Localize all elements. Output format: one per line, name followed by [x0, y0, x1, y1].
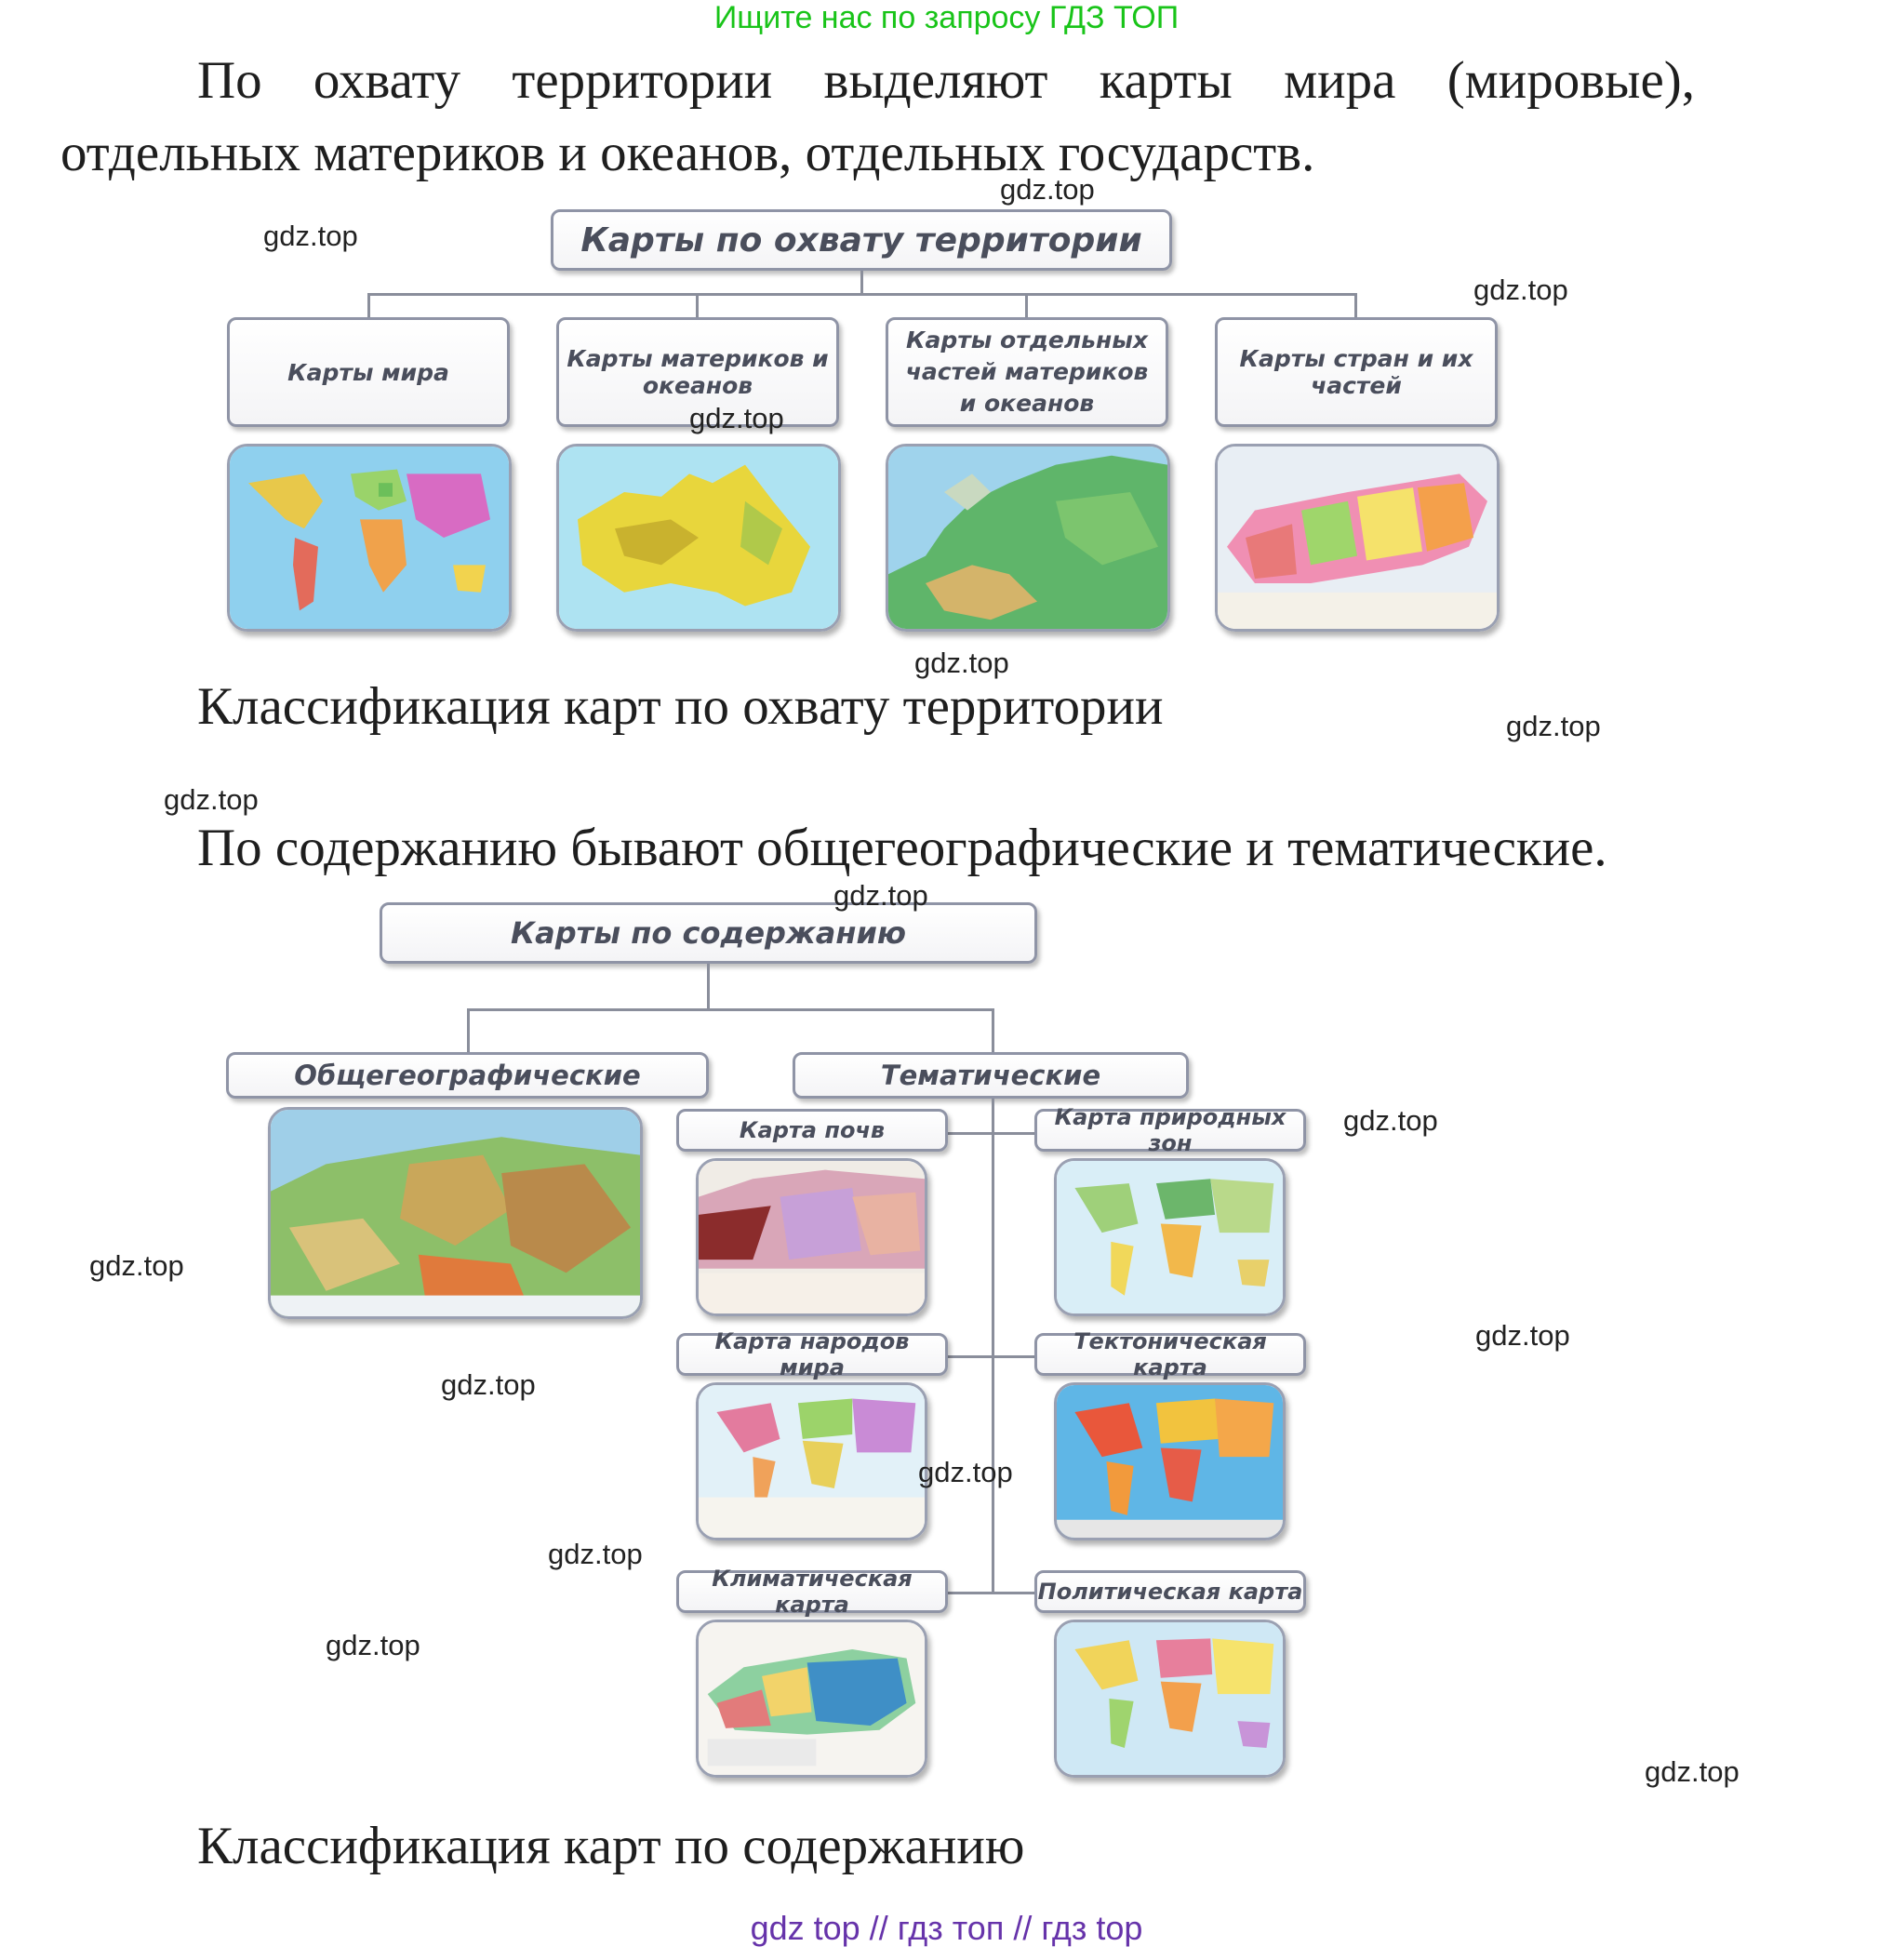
tectonic-map-image: [1054, 1382, 1286, 1540]
connector: [1354, 293, 1357, 319]
connector: [992, 1099, 994, 1592]
thematic-label: Тематические: [880, 1060, 1101, 1091]
paragraph1-line1: По охвату территории выделяют карты мира (мировые),: [197, 51, 1695, 110]
thematic-box: [793, 1052, 1189, 1099]
watermark: gdz.top: [833, 879, 928, 912]
watermark: gdz.top: [548, 1538, 643, 1570]
watermark: gdz.top: [689, 402, 784, 434]
connector: [467, 1008, 993, 1011]
russia-map-image: [1215, 444, 1500, 632]
watermark: gdz.top: [918, 1456, 1013, 1488]
soil-map-box: [676, 1109, 948, 1152]
connector: [467, 1008, 470, 1053]
watermark: gdz.top: [263, 220, 358, 252]
watermark: gdz.top: [1645, 1755, 1740, 1788]
europe-map-image: [886, 444, 1170, 632]
climate-map-image: [696, 1620, 927, 1778]
box-label: Карты стран и их частей: [1239, 345, 1473, 399]
watermark: gdz.top: [1473, 273, 1568, 306]
political-map-label: Политическая карта: [1037, 1579, 1303, 1605]
peoples-map-label: Карта народов мира: [714, 1328, 910, 1380]
box-label: Карты отдельных частей материков и океанов: [905, 327, 1149, 417]
soil-map-image: [696, 1158, 927, 1316]
territory-root-box: [551, 209, 1172, 271]
connector: [367, 293, 1357, 296]
watermark: gdz.top: [1000, 173, 1095, 206]
connector: [860, 271, 863, 295]
australia-map-image: [556, 444, 841, 632]
general-map-image: [268, 1107, 643, 1319]
tectonic-map-label: Тектоническая карта: [1073, 1328, 1267, 1380]
tectonic-map-box: [1034, 1328, 1306, 1380]
general-label: Общегеографические: [294, 1060, 641, 1091]
box-parts-maps: [886, 317, 1168, 427]
paragraph2-line1: По содержанию бывают общегеографические и тематические.: [197, 819, 1607, 877]
box-world-maps: [227, 317, 510, 427]
natural-zones-box: [1034, 1104, 1306, 1156]
connector: [707, 964, 710, 1010]
caption-territory: Классификация карт по охвату территории: [197, 677, 1164, 736]
watermark: gdz.top: [164, 783, 259, 816]
caption-content: Классификация карт по содержанию: [197, 1817, 1025, 1875]
content-root-box: [380, 902, 1037, 964]
connector: [947, 1592, 1036, 1594]
peoples-map-box: [676, 1328, 948, 1380]
soil-map-label: Карта почв: [739, 1117, 886, 1143]
connector: [947, 1355, 1036, 1358]
watermark: gdz.top: [914, 647, 1009, 679]
box-country-maps: [1215, 317, 1498, 427]
connector: [367, 293, 370, 319]
watermark: gdz.top: [89, 1249, 184, 1282]
connector: [947, 1132, 1036, 1135]
watermark: gdz.top: [1506, 710, 1601, 742]
paragraph1-line2: отдельных материков и океанов, отдельных государств.: [60, 124, 1315, 182]
general-box: [226, 1052, 709, 1099]
peoples-map-image: [696, 1382, 927, 1540]
connector: [992, 1008, 994, 1053]
watermark: gdz.top: [326, 1629, 420, 1661]
political-map-box: [1034, 1570, 1306, 1613]
political-map-image: [1054, 1620, 1286, 1778]
climate-map-label: Климатическая карта: [712, 1566, 913, 1618]
box-label: Карты материков и океанов: [567, 345, 829, 399]
content-root-label: Карты по содержанию: [511, 915, 906, 951]
connector: [696, 293, 699, 319]
watermark: gdz.top: [1475, 1319, 1570, 1352]
box-label: Карты мира: [287, 358, 449, 386]
natural-zones-map-image: [1054, 1158, 1286, 1316]
natural-zones-label: Карта природных зон: [1054, 1104, 1286, 1156]
connector: [1025, 293, 1028, 319]
world-map-image: [227, 444, 512, 632]
watermark: gdz.top: [441, 1368, 536, 1401]
footer-links[interactable]: gdz top // гдз топ // гдз top: [750, 1909, 1143, 1947]
territory-root-label: Карты по охвату территории: [580, 220, 1142, 260]
search-hint-link[interactable]: Ищите нас по запросу ГДЗ ТОП: [713, 0, 1180, 35]
watermark: gdz.top: [1343, 1104, 1438, 1137]
climate-map-box: [676, 1566, 948, 1618]
